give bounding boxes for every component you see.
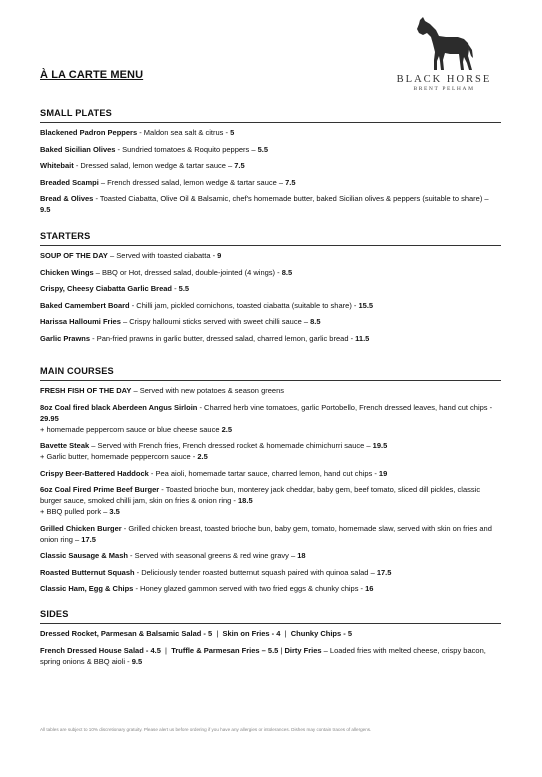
item-description: - Pea aioli, homemade tartar sauce, charred lemon, hand cut chips - — [148, 468, 379, 478]
section-title: SMALL PLATES — [40, 108, 112, 118]
addon-price: 2.5 — [221, 424, 233, 434]
footer-note: All tables are subject to 10% discretionary gratuity. Please alert us before ordering if you have any allergies or intolerances. Dishes may contain traces of allergens. — [40, 727, 372, 732]
menu-item — [40, 177, 501, 188]
item-price: 5.5 — [257, 144, 269, 154]
menu-item — [40, 468, 501, 479]
item-price: 18.5 — [238, 496, 253, 505]
item-price: 19.5 — [372, 441, 388, 450]
item-description: - Honey glazed gammon served with two fried eggs & chunky chips - — [133, 584, 366, 593]
menu-item — [40, 300, 501, 311]
item-addon — [40, 506, 501, 517]
item-description: - Deliciously tender roasted butternut squash paired with quinoa salad – — [134, 567, 377, 577]
item-price: 9.5 — [40, 205, 51, 214]
menu-item — [40, 550, 501, 561]
menu-item — [40, 250, 501, 261]
section-divider — [40, 122, 501, 123]
side-name: Chunky Chips — [290, 629, 342, 638]
menu-item — [40, 127, 501, 138]
item-name: FRESH FISH OF THE DAY — [40, 386, 132, 395]
item-price: 5.5 — [178, 284, 190, 293]
item-price: 9 — [217, 251, 222, 260]
menu-item — [40, 316, 501, 327]
side-name: Dirty Fries — [284, 645, 322, 655]
addon-text: + Garlic butter, homemade peppercorn sauce - — [40, 452, 198, 461]
side-price: – 5.5 — [259, 645, 279, 655]
menu-item — [40, 440, 501, 462]
menu-item — [40, 567, 501, 578]
item-price: 8.5 — [281, 267, 293, 277]
item-name: 6oz Coal Fired Prime Beef Burger — [40, 485, 160, 494]
item-price: 17.5 — [81, 534, 96, 544]
item-price: 19 — [378, 468, 388, 478]
item-name: Bread & Olives — [40, 194, 94, 203]
item-name: SOUP OF THE DAY — [40, 251, 108, 260]
side-item — [291, 629, 352, 638]
item-description: - Chilli jam, pickled cornichons, toasted ciabatta (suitable to share) - — [129, 300, 359, 310]
menu-item — [40, 583, 501, 594]
addon-text: + BBQ pulled pork – — [40, 507, 110, 516]
menu-item — [40, 523, 501, 545]
item-name: Chicken Wings — [40, 267, 94, 277]
item-price: 8.5 — [310, 317, 321, 326]
brand-name: BLACK HORSE — [396, 74, 492, 85]
item-addon — [40, 451, 501, 462]
section-title: MAIN COURSES — [40, 366, 114, 376]
side-name: Dressed Rocket, Parmesan & Balsamic Salad — [40, 629, 202, 638]
item-description: - Maldon sea salt & citrus - — [137, 128, 231, 137]
item-price: 11.5 — [355, 333, 370, 343]
item-name: Classic Sausage & Mash — [40, 551, 128, 560]
item-description: – Served with toasted ciabatta - — [107, 251, 218, 260]
section-small-plates — [40, 108, 501, 221]
item-description: – French dressed salad, lemon wedge & tartar sauce – — [98, 177, 286, 187]
side-name: Truffle & Parmesan Fries — [171, 645, 260, 655]
item-description: - Sundried tomatoes & Roquito peppers – — [115, 144, 258, 154]
sides-line: Dressed Rocket, Parmesan & Balsamic Salad - 5 | Skin on Fries - 4 | Chunky Chips - 5 — [40, 629, 352, 638]
item-description: - — [172, 284, 179, 293]
side-price: - 4 — [269, 629, 281, 638]
menu-item — [40, 484, 501, 517]
item-name: Bavette Steak — [40, 441, 90, 450]
item-name: Baked Sicilian Olives — [40, 144, 116, 154]
black-horse-logo — [384, 16, 504, 102]
item-description: – Loaded fries with melted cheese, crispy bacon, spring onions & BBQ aioli - — [40, 645, 486, 666]
section-title: STARTERS — [40, 231, 91, 241]
item-description: – Crispy halloumi sticks served with sweet chilli sauce – — [120, 317, 311, 326]
item-price: 16 — [365, 584, 374, 593]
item-description: – Served with French fries, French dressed rocket & homemade chimichurri sauce – — [89, 441, 373, 450]
sides-line: French Dressed House Salad - 4.5 | Truffle & Parmesan Fries – 5.5 | Dirty Fries – Loaded fries with melted cheese, crispy bacon, spring onions & BBQ aioli - 9.5 — [40, 645, 486, 666]
item-name: Classic Ham, Egg & Chips — [40, 584, 134, 593]
menu-item — [40, 267, 501, 278]
section-main-courses — [40, 366, 501, 600]
side-item — [284, 646, 321, 655]
addon-price: 2.5 — [197, 452, 208, 461]
item-price: 29.95 — [40, 413, 59, 423]
side-name: French Dressed House Salad — [40, 645, 144, 655]
item-addon — [40, 424, 501, 435]
side-price: - 4.5 — [143, 645, 161, 655]
item-name: Breaded Scampi — [40, 177, 99, 187]
item-price: 15.5 — [358, 300, 374, 310]
side-item — [40, 629, 212, 638]
item-price: 5 — [230, 128, 235, 137]
section-title: SIDES — [40, 609, 69, 619]
item-description: - Toasted Ciabatta, Olive Oil & Balsamic, chef's homemade butter, baked Sicilian olives & peppers (suitable to share) – — [93, 194, 489, 203]
item-name: Crispy Beer-Battered Haddock — [40, 468, 149, 478]
item-description: - Pan-fried prawns in garlic butter, dressed salad, charred lemon, garlic bread - — [90, 333, 356, 343]
menu-item — [40, 402, 501, 435]
item-price: 17.5 — [376, 567, 392, 577]
item-name: Crispy, Cheesy Ciabatta Garlic Bread — [40, 284, 172, 293]
section-starters — [40, 231, 501, 349]
item-price: 18 — [297, 551, 306, 560]
item-name: Garlic Prawns — [40, 333, 91, 343]
side-price: - 5 — [341, 629, 352, 638]
item-description: - Dressed salad, lemon wedge & tartar sauce – — [73, 161, 235, 170]
side-item — [222, 629, 280, 638]
section-divider — [40, 380, 501, 381]
section-divider — [40, 245, 501, 246]
addon-price: 3.5 — [109, 507, 120, 516]
menu-item — [40, 333, 501, 344]
item-price: 7.5 — [234, 161, 245, 170]
item-name: Roasted Butternut Squash — [40, 567, 135, 577]
item-name: Blackened Padron Peppers — [40, 128, 138, 137]
item-description: - Served with seasonal greens & red wine gravy – — [127, 551, 298, 560]
item-name: Grilled Chicken Burger — [40, 523, 122, 533]
menu-item — [40, 283, 501, 294]
item-description: - Charred herb vine tomatoes, garlic Portobello, French dressed leaves, hand cut chips - — [197, 402, 493, 412]
item-name: Harissa Halloumi Fries — [40, 317, 121, 326]
addon-text: + homemade peppercorn sauce or blue cheese sauce — [40, 424, 222, 434]
section-sides — [40, 609, 501, 672]
item-price: 9.5 — [131, 656, 143, 666]
item-price: 7.5 — [285, 177, 296, 187]
item-description: – Served with new potatoes & season greens — [131, 386, 284, 395]
item-name: Baked Camembert Board — [40, 300, 130, 310]
side-item — [40, 646, 161, 655]
menu-title: À LA CARTE MENU — [40, 69, 144, 81]
item-description: - Grilled chicken breast, toasted brioche bun, baby gem, tomato, homemade slaw, served with skin on fries and onion ring – — [40, 523, 492, 544]
brand-location: BRENT PELHAM — [413, 86, 475, 92]
menu-item — [40, 160, 501, 171]
menu-item — [40, 193, 501, 215]
item-name: 8oz Coal fired black Aberdeen Angus Sirloin — [40, 402, 198, 412]
section-divider — [40, 623, 501, 624]
horse-icon — [412, 16, 476, 72]
menu-item — [40, 144, 501, 155]
item-name: Whitebait — [40, 161, 74, 170]
side-price: - 5 — [201, 629, 213, 638]
item-description: - Toasted brioche bun, monterey jack cheddar, baby gem, beef tomato, sliced dill pickles, classic burger sauce, smoked chilli jam, skin on fries & onion ring - — [40, 485, 481, 505]
item-description: – BBQ or Hot, dressed salad, double-jointed (4 wings) - — [93, 267, 282, 277]
side-item — [171, 646, 278, 655]
side-name: Skin on Fries — [222, 629, 270, 638]
menu-item — [40, 385, 501, 396]
